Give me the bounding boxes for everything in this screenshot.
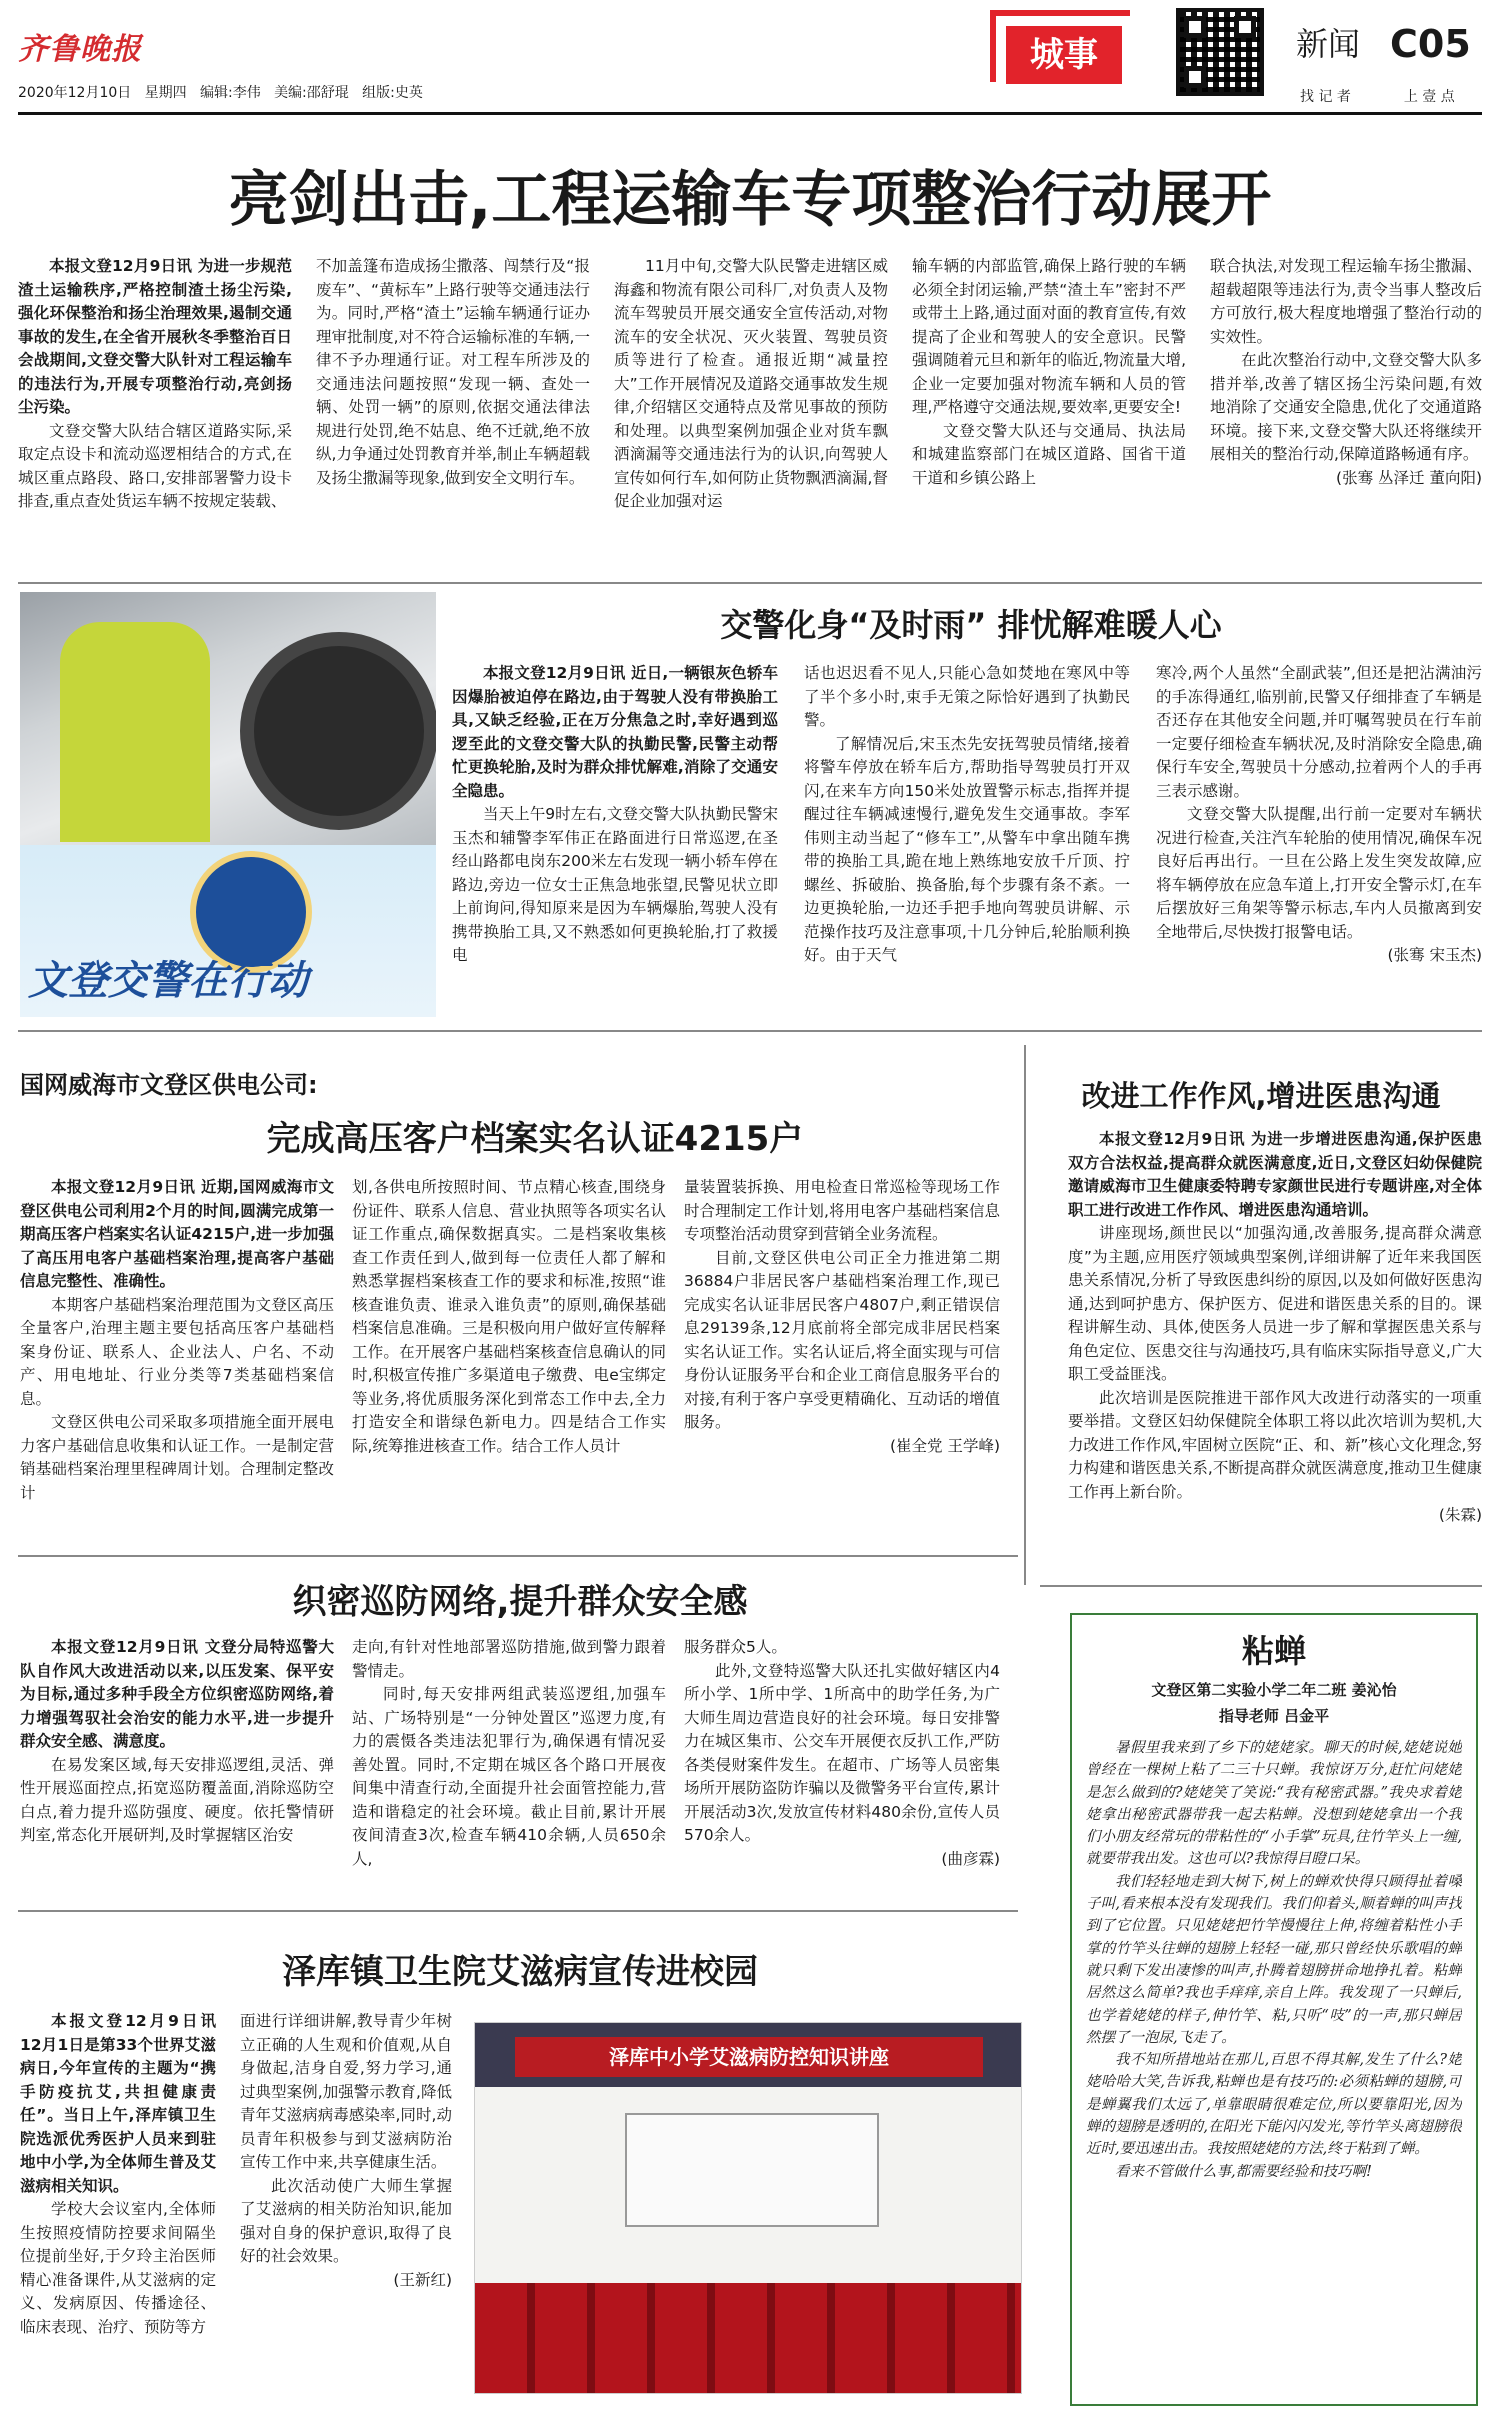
- officer-illustration: [60, 622, 210, 842]
- a4-bottom-rule: [1040, 1585, 1482, 1587]
- a5-headline: [20, 1572, 1020, 1632]
- a2-paragraph: 寒冷,两个人虽然“全副武装”,但还是把沾满油污的手冻得通红,临别前,民警又仔细排查了车辆是否还存在其他安全问题,并叮嘱驾驶员在行车前一定要仔细检查车辆状况,及时消除安全隐患,确保行车安全,驾驶员十分感动,拉着两个人的手再三表示感谢。: [1156, 664, 1482, 800]
- a5-paragraph: 此外,文登特巡警大队还扎实做好辖区内4所小学、1所中学、1所高中的助学任务,为广大师生周边营造良好的社会环境。每日安排警力在城区集市、公交车开展便衣反扒工作,严防各类侵财案件发生。在超市、广场等人员密集场所开展防盗防诈骗以及微警务平台宣传,累计开展活动3次,发放宣传材料480余份,宣传人员570余人。: [684, 1661, 1000, 1844]
- a5-author: (曲彦霖): [941, 1849, 1000, 1868]
- a5-paragraph: 走向,有针对性地部署巡防措施,做到警力跟着警情走。: [352, 1638, 666, 1680]
- a6-headline: [20, 1942, 1020, 2002]
- a2-author: (张骞 宋玉杰): [1387, 946, 1482, 964]
- app-link[interactable]: 上 壹 点: [1403, 89, 1455, 105]
- a6-photo: [474, 2022, 1022, 2394]
- a7-title-text: 粘蝉: [1241, 1632, 1306, 1670]
- projection-screen: [625, 2113, 879, 2227]
- a5-headline-text: 织密巡防网络,提升群众安全感: [292, 1582, 748, 1622]
- a4-author: (朱霖): [1438, 1506, 1482, 1524]
- a2-banner-text: 文登交警在行动: [28, 958, 308, 1004]
- a3-paragraph: 划,各供电所按照时间、节点精心核查,围绕身份证件、联系人信息、营业执照等各项实名认证工作重点,确保数据真实。二是档案收集核查工作责任到人,做到每一位责任人都了解和熟悉掌握档案核查工作的要求和标准,按照“谁核查谁负责、谁录入谁负责”的原则,确保基础档案信息准确。三是积极向用户做好宣传解释工作。在开展客户基础档案核查信息确认的同时,积极宣传推广多渠道电子缴费、电e宝绑定等业务,将优质服务深化到常态工作中去,全力打造安全和谐绿色新电力。四是结合工作实际,统筹推进核查工作。结合工作人员计: [352, 1178, 666, 1455]
- a1-paragraph: 本报文登12月9日讯 为进一步规范渣土运输秩序,严格控制渣土扬尘污染,强化环保整治和扬尘治理效果,遏制交通事故的发生,在全省开展秋冬季整治百日会战期间,文登交警大队针对工程运输车的违法行为,开展专项整治行动,亮剑扬尘污染。: [18, 257, 292, 416]
- a2-paragraph: 本报文登12月9日讯 近日,一辆银灰色轿车因爆胎被迫停在路边,由于驾驶人没有带换胎工具,又缺乏经验,正在万分焦急之时,幸好遇到巡逻至此的文登交警大队的执勤民警,民警主动帮忙更换轮胎,及时为群众排忧解难,消除了交通安全隐患。: [452, 664, 778, 800]
- page-number: [1390, 18, 1490, 70]
- a2-col-3: [1156, 662, 1482, 1017]
- a6-paragraph: 此次活动使广大师生掌握了艾滋病的相关防治知识,能加强对自身的保护意识,取得了良好的社会效果。: [240, 2176, 452, 2265]
- news-label: [1296, 20, 1376, 68]
- qr-code[interactable]: [1176, 8, 1264, 96]
- a3-author: (崔全党 王学峰): [889, 1436, 1000, 1455]
- a3-bottom-rule: [18, 1555, 1018, 1557]
- a3-col-2: [352, 1176, 666, 1539]
- section-tab: [1006, 26, 1122, 84]
- a6-col-1: [20, 2010, 216, 2406]
- a1-author: (张骞 丛泽迁 董向阳): [1336, 468, 1482, 487]
- a7-school: 文登区第二实验小学二年二班 姜沁怡: [1151, 1681, 1397, 1699]
- tire-illustration: [240, 632, 436, 830]
- section-name: 城事: [1030, 35, 1098, 75]
- a1-paragraph: 不加盖篷布造成扬尘撒落、闯禁行及“报废车”、“黄标车”上路行驶等交通违法行为。同时,严格“渣土”运输车辆通行证办理审批制度,对不符合运输标准的车辆,一律不予办理通行证。对工程车所涉及的交通违法问题按照“发现一辆、查处一辆、处罚一辆”的原则,依据交通法律法规进行处罚,绝不姑息、绝不迁就,绝不放纵,力争通过处罚教育并举,制止车辆超载及扬尘撒漏等现象,做到安全文明行车。: [316, 257, 590, 487]
- issue-date: 2020年12月10日: [18, 85, 132, 101]
- a4-paragraph: 讲座现场,颜世民以“加强沟通,改善服务,提高群众满意度”为主题,应用医疗领域典型案例,详细讲解了近年来我国医患关系情况,分析了导致医患纠纷的原因,以及如何做好医患沟通,达到呵护患方、保护医方、促进和谐医患关系的目的。课程讲解生动、具体,使医务人员进一步了解和掌握医患关系与角色定位、医患交往与沟通技巧,具有临床实际指导意义,广大职工受益匪浅。: [1068, 1224, 1482, 1383]
- a1-paragraph: 文登交警大队结合辖区道路实际,采取定点设卡和流动巡逻相结合的方式,在城区重点路段、路口,安排部署警力设卡排查,重点查处货运车辆不按规定装载、: [18, 421, 292, 510]
- a3-headline-text: 完成高压客户档案实名认证4215户: [266, 1119, 804, 1159]
- a1-paragraph: 在此次整治行动中,文登交警大队多措并举,改善了辖区扬尘污染问题,有效地消除了交通安全隐患,优化了交通道路环境。接下来,文登交警大队还将继续开展相关的整治行动,保障道路畅通有序。: [1210, 351, 1482, 463]
- a5-paragraph: 同时,每天安排两组武装巡逻组,加强车站、广场特别是“一分钟处置区”巡逻力度,有力的震慑各类违法犯罪行为,确保遇有情况妥善处置。同时,不定期在城区各个路口开展夜间集中清查行动,全面提升社会面管控能力,营造和谐稳定的社会环境。截止目前,累计开展夜间清查3次,检查车辆410余辆,人员650余人,: [352, 1685, 666, 1868]
- a2-headline: [460, 595, 1482, 655]
- a5-col-2: [352, 1636, 666, 1894]
- a1-paragraph: 11月中旬,交警大队民警走进辖区威海鑫和物流有限公司科厂,对负责人及物流车驾驶员开展交通安全宣传活动,对物流车的安全状况、灭火装置、驾驶员资质等进行了检查。通报近期“减量控大”工作开展情况及道路交通事故发生规律,介绍辖区交通特点及常见事故的预防和处理。以典型案例加强企业对货车飘洒滴漏等交通违法行为的认识,向驾驶人宣传如何行车,如何防止货物飘洒滴漏,督促企业加强对运: [614, 257, 888, 510]
- a2-banner: [20, 845, 436, 1017]
- masthead-logo: [18, 24, 148, 76]
- a6-paragraph: 面进行详细讲解,教导青少年树立正确的人生观和价值观,从自身做起,洁身自爱,努力学习,通过典型案例,加强警示教育,降低青年艾滋病病毒感染率,同时,动员青年积极参与到艾滋病防治宣传工作中来,共享健康生活。: [240, 2012, 452, 2171]
- a4-paragraph: 本报文登12月9日讯 为进一步增进医患沟通,保护医患双方合法权益,提高群众就医满意度,近日,文登区妇幼保健院邀请威海市卫生健康委特聘专家颜世民进行专题讲座,对全体职工进行改进工作作风、增进医患沟通培训。: [1068, 1130, 1482, 1219]
- a1-paragraph: 输车辆的内部监管,确保上路行驶的车辆必须全封闭运输,严禁“渣土车”密封不严或带土上路,通过面对面的教育宣传,有效提高了企业和驾驶人的安全意识。民警强调随着元旦和新年的临近,物流量大增,企业一定要加强对物流车辆和人员的管理,严格遵守交通法规,要效率,更要安全!: [912, 257, 1186, 416]
- a4-body: [1068, 1128, 1482, 1576]
- a3-kicker: [20, 1068, 1050, 1102]
- a7-paragraph: 暑假里我来到了乡下的姥姥家。聊天的时候,姥姥说她曾经在一棵树上粘了二三十只蝉。我惊讶万分,赶忙问姥姥是怎么做到的?姥姥笑了笑说:“我有秘密武器。”我央求着姥姥拿出秘密武器带我一起去粘蝉。没想到姥姥拿出一个我们小朋友经常玩的带粘性的“小手掌”玩具,往竹竿头上一缠,就要带我出发。这也可以?我惊得目瞪口呆。: [1086, 1740, 1462, 1868]
- stage-banner: [515, 2037, 983, 2077]
- a6-paragraph: 学校大会议室内,全体师生按照疫情防控要求间隔坐位提前坐好,于夕玲主治医师精心准备课件,从艾滋病的定义、发病原因、传播途径、临床表现、治疗、预防等方: [20, 2200, 216, 2336]
- a1-headline-text: 亮剑出击,工程运输车专项整治行动展开: [228, 165, 1272, 235]
- a6-author: (王新红): [393, 2270, 452, 2289]
- a7-box: [1070, 1613, 1478, 2406]
- masthead-text: 齐鲁晚报: [18, 32, 142, 67]
- a7-title: [1086, 1625, 1462, 1677]
- a5-paragraph: 服务群众5人。: [684, 1638, 787, 1656]
- a4-paragraph: 此次培训是医院推进干部作风大改进行动落实的一项重要举措。文登区妇幼保健院全体职工将以此次培训为契机,大力改进工作作风,牢固树立医院“正、和、新”核心文化理念,努力构建和谐医患关系,不断提高群众就医满意度,推动卫生健康工作再上新台阶。: [1068, 1388, 1482, 1501]
- a3-kicker-text: 国网威海市文登区供电公司:: [20, 1071, 318, 1099]
- a3-paragraph: 目前,文登区供电公司正全力推进第二期36884户非居民客户基础档案治理工作,现已完成实名认证非居民客户4807户,剩正错误信息29139条,12月底前将全部完成非居民档案实名认证工作。实名认证后,将全面实现与可信身份认证服务平台和企业工商信息服务平台的对接,有利于客户享受更精确化、互动话的增值服务。: [684, 1248, 1000, 1431]
- a1-paragraph: 联合执法,对发现工程运输车扬尘撒漏、超载超限等违法行为,责令当事人整改后方可放行,极大程度地增强了整治行动的实效性。: [1210, 257, 1482, 346]
- a2-paragraph: 话也迟迟看不见人,只能心急如焚地在寒风中等了半个多小时,束手无策之际恰好遇到了执勤民警。: [804, 664, 1130, 729]
- a3-paragraph: 本期客户基础档案治理范围为文登区高压全量客户,治理主题主要包括高压客户基础档案身份证、联系人、企业法人、户名、不动产、用电地址、行业分类等7类基础档案信息。: [20, 1295, 334, 1408]
- a1-col-4: [912, 255, 1186, 573]
- a7-body: [1086, 1737, 1462, 2377]
- stage-banner-text: 泽库中小学艾滋病防控知识讲座: [609, 2045, 889, 2069]
- a3-paragraph: 量装置装拆换、用电检查日常巡检等现场工作时合理制定工作计划,将用电客户基础档案信息专项整治活动贯穿到营销全业务流程。: [684, 1178, 1000, 1243]
- a2-paragraph: 了解情况后,宋玉杰先安抚驾驶员情绪,接着将警车停放在轿车后方,帮助指导驾驶员打开双闪,在来车方向150米处放置警示标志,指挥并提醒过往车辆减速慢行,避免发生交通事故。李军伟则主动当起了“修车工”,从警车中拿出随车携带的换胎工具,跪在地上熟练地安放千斤顶、拧螺丝、拆破胎、换备胎,每个步骤有条不紊。一边更换轮胎,一边还手把手地向驾驶员讲解、示范操作技巧及注意事项,十几分钟后,轮胎顺利换好。由于天气: [804, 734, 1130, 964]
- a5-paragraph: 本报文登12月9日讯 文登分局特巡警大队自作风大改进活动以来,以压发案、保平安为目标,通过多种手段全方位织密巡防网络,着力增强驾驭社会治安的能力水平,进一步提升群众安全感、满意度。: [20, 1638, 334, 1750]
- a4-headline-text: 改进工作作风,增进医患沟通: [1081, 1079, 1441, 1113]
- a3-paragraph: 文登区供电公司采取多项措施全面开展电力客户基础信息收集和认证工作。一是制定营销基础档案治理里程碑周计划。合理制定整改计: [20, 1413, 334, 1502]
- proof-credit: 组版:史英: [362, 85, 423, 101]
- a3-a4-divider: [1024, 1045, 1026, 1585]
- reporter-link[interactable]: 找 记 者: [1300, 89, 1351, 105]
- a4-headline: [1040, 1068, 1482, 1124]
- a3-paragraph: 本报文登12月9日讯 近期,国网威海市文登区供电公司利用2个月的时间,圆满完成第一期高压客户档案实名认证4215户,进一步加强了高压用电客户基础档案治理,提高客户基础信息完整性、准确性。: [20, 1178, 334, 1290]
- a7-teacher: 指导老师 吕金平: [1218, 1707, 1330, 1725]
- audience-seats: [475, 2283, 1021, 2394]
- a3-col-1: [20, 1176, 334, 1539]
- a2-photo: [20, 592, 436, 845]
- a6-headline-text: 泽库镇卫生院艾滋病宣传进校园: [282, 1952, 758, 1992]
- a2-col-2: [804, 662, 1130, 1017]
- a5-bottom-rule: [18, 1910, 1018, 1912]
- a1-paragraph: 文登交警大队还与交通局、执法局和城建监察部门在城区道路、国省干道干道和乡镇公路上: [912, 421, 1186, 487]
- a1-headline: [18, 160, 1482, 240]
- news-label-text: 新闻: [1296, 25, 1361, 63]
- a7-paragraph: 看来不管做什么事,都需要经验和技巧啊!: [1115, 2163, 1372, 2180]
- a1-col-1: [18, 255, 292, 573]
- a6-paragraph: 本报文登12月9日讯 12月1日是第33个世界艾滋病日,今年宣传的主题为“携手防疫抗艾,共担健康责任”。当日上午,泽库镇卫生院选派优秀医护人员来到驻地中小学,为全体师生普及艾滋病相关知识。: [20, 2012, 216, 2195]
- a3-col-3: [684, 1176, 1000, 1539]
- a5-col-1: [20, 1636, 334, 1894]
- a6-col-2: [240, 2010, 452, 2406]
- a1-col-2: [316, 255, 590, 573]
- a5-col-3: [684, 1636, 1000, 1894]
- a2-paragraph: 当天上午9时左右,文登交警大队执勤民警宋玉杰和辅警李军伟正在路面进行日常巡逻,在圣经山路都电岗东200米左右发现一辆小轿车停在路边,旁边一位女士正焦急地张望,民警见状立即上前询问,得知原来是因为车辆爆胎,驾驶人没有携带换胎工具,又不熟悉如何更换轮胎,打了救援电: [452, 805, 778, 964]
- a1-col-5: [1210, 255, 1482, 573]
- header-rule: [18, 112, 1482, 115]
- a2-bottom-rule: [18, 1030, 1482, 1032]
- header-info: [18, 82, 658, 104]
- a2-paragraph: 文登交警大队提醒,出行前一定要对车辆状况进行检查,关注汽车轮胎的使用情况,确保车况良好后再出行。一旦在公路上发生突发故障,应将车辆停放在应急车道上,打开安全警示灯,在车后摆放好三角架等警示标志,车内人员撤离到安全地带后,尽快拨打报警电话。: [1156, 805, 1482, 941]
- issue-weekday: 星期四: [144, 85, 187, 101]
- a2-col-1: [452, 662, 778, 1017]
- a5-paragraph: 在易发案区域,每天安排巡逻组,灵活、弹性开展巡面控点,拓宽巡防覆盖面,消除巡防空白点,着力提升巡防强度、硬度。依托警情研判室,常态化开展研判,及时掌握辖区治安: [20, 1755, 334, 1844]
- a7-paragraph: 我不知所措地站在那儿,百思不得其解,发生了什么?姥姥哈哈大笑,告诉我,粘蝉也是有技巧的:必须粘蝉的翅膀,可是蝉翼我们太远了,单靠眼睛很难定位,所以要靠阳光,因为蝉的翅膀是透明的,在阳光下能闪闪发光,等竹竿头离翅膀很近时,要迅速出击。我按照姥姥的方法,终于粘到了蝉。: [1086, 2052, 1462, 2158]
- editor-credit: 编辑:李伟: [199, 85, 261, 101]
- a2-headline-text: 交警化身“及时雨” 排忧解难暖人心: [720, 606, 1222, 644]
- a1-bottom-rule: [18, 582, 1482, 584]
- a7-paragraph: 我们轻轻地走到大树下,树上的蝉欢快得只顾得扯着嗓子叫,看来根本没有发现我们。我们仰着头,顺着蝉的叫声找到了它位置。只见姥姥把竹竿慢慢往上伸,将缠着粘性小手掌的竹竿头往蝉的翅膀上轻轻一碰,那只曾经快乐歌唱的蝉就只剩下发出凄惨的叫声,扑腾着翅膀拼命地挣扎着。粘蝉居然这么简单?我也手痒痒,亲自上阵。我发现了一只蝉后,也学着姥姥的样子,伸竹竿、粘,只听“吱”的一声,那只蝉居然摆了一泡尿,飞走了。: [1086, 1873, 1462, 2046]
- a1-col-3: [614, 255, 888, 573]
- designer-credit: 美编:邵舒琨: [274, 85, 349, 101]
- a3-headline: [20, 1112, 1050, 1166]
- header-links: [1300, 86, 1490, 108]
- page-number-text: C05: [1390, 22, 1471, 66]
